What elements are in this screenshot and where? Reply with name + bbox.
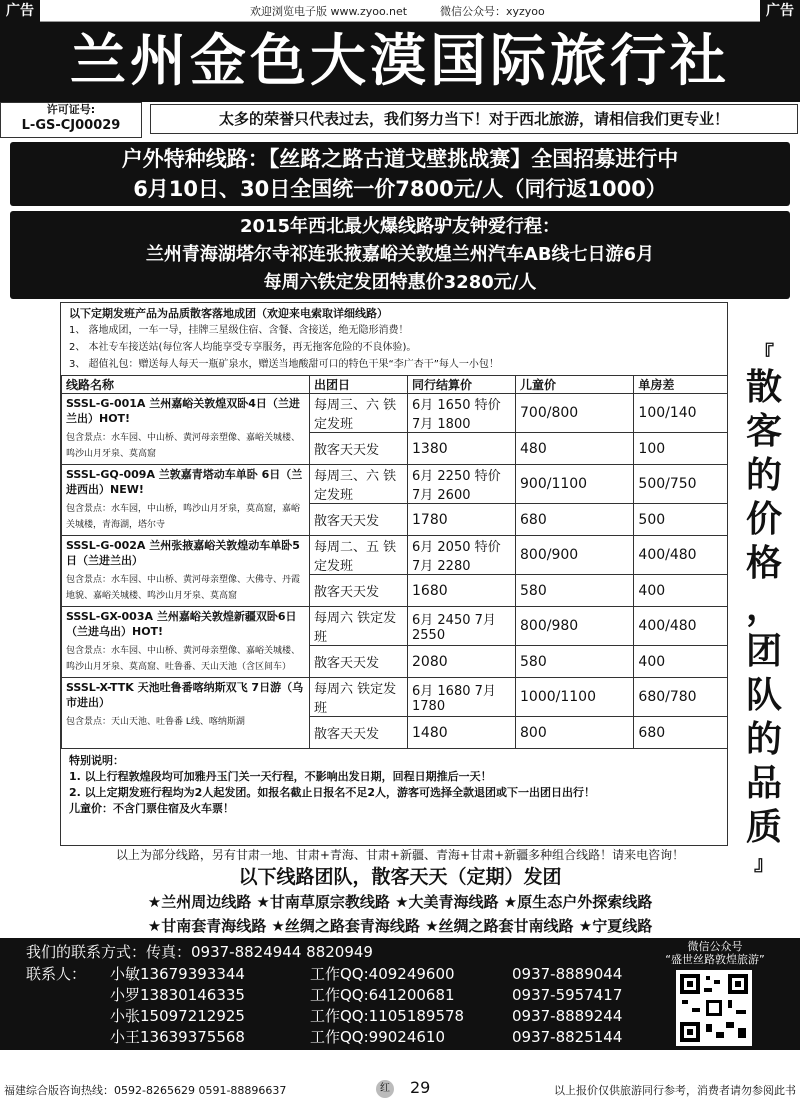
- child-price: 580: [516, 646, 634, 678]
- license-label: 许可证号:: [46, 103, 96, 116]
- intro: [61, 303, 727, 375]
- route-table: [61, 375, 728, 749]
- col-price: 同行结算价: [408, 376, 516, 394]
- ad-tag-left: 广告: [0, 0, 40, 22]
- table-row: [62, 536, 728, 575]
- side-bracket-open: 『: [754, 341, 774, 365]
- single-room-supplement: 100: [634, 433, 728, 465]
- route-title: SSSL-GX-003A 兰州嘉峪关敦煌新疆双卧6日（兰进乌出）HOT!: [66, 610, 297, 638]
- intro-item: 3、 超值礼包：赠送每人每天一瓶矿泉水，赠送当地酸甜可口的特色干果“李广杏干”每人一小包！: [69, 359, 499, 370]
- departure-schedule: 散客天天发: [310, 504, 408, 536]
- contact-qq: 工作QQ:99024610: [310, 1028, 446, 1046]
- single-room-supplement: 680: [634, 717, 728, 749]
- route-name: [62, 536, 310, 607]
- notes: [61, 749, 727, 821]
- page-number: 29: [410, 1078, 431, 1097]
- side-char: 价: [745, 499, 782, 540]
- side-char: 团: [745, 631, 782, 672]
- group-price: 6月 2450 7月 2550: [408, 607, 516, 646]
- table-row: [62, 465, 728, 504]
- route-sights: 包含景点：天山天池、吐鲁番 L线、喀纳斯湖: [66, 717, 245, 727]
- group-price: 6月 1680 7月 1780: [408, 678, 516, 717]
- promo-box-1: [10, 142, 790, 206]
- group-price: 6月 2250 特价 7月 2600: [408, 465, 516, 504]
- departure-schedule: 每周二、五 铁定发班: [310, 536, 408, 575]
- single-room-supplement: 400/480: [634, 607, 728, 646]
- departure-schedule: 每周三、六 铁定发班: [310, 394, 408, 433]
- contact-block: [0, 938, 800, 1050]
- group-price: 1780: [408, 504, 516, 536]
- col-date: 出团日: [310, 376, 408, 394]
- intro-item: 2、 本社专车接送站(每位客人均能享受专享服务，再无拖客危险的不良体验)。: [69, 342, 417, 353]
- wechat-label: [640, 940, 790, 966]
- group-price: 2080: [408, 646, 516, 678]
- child-price: 700/800: [516, 394, 634, 433]
- child-price: 1000/1100: [516, 678, 634, 717]
- section-title: 以下线路团队，散客天天（定期）发团: [238, 866, 562, 888]
- contact-qq: 工作QQ:409249600: [310, 965, 455, 983]
- side-char: 格: [745, 543, 782, 584]
- table-header: [62, 376, 728, 394]
- single-room-supplement: 100/140: [634, 394, 728, 433]
- departure-schedule: 散客天天发: [310, 717, 408, 749]
- child-price: 800/980: [516, 607, 634, 646]
- contact-name: 小张15097212925: [110, 1007, 245, 1025]
- page-badge-icon: 红: [376, 1080, 394, 1098]
- contact-tel: 0937-8889044: [512, 965, 623, 983]
- group-price: 6月 1650 特价 7月 1800: [408, 394, 516, 433]
- col-child: 儿童价: [516, 376, 634, 394]
- departure-schedule: 散客天天发: [310, 433, 408, 465]
- intro-item: 1、 落地成团，一车一导，挂牌三星级住宿、含餐、含接送，绝无隐形消费！: [69, 325, 409, 336]
- child-price: 580: [516, 575, 634, 607]
- side-slogan: [734, 340, 794, 876]
- departure-schedule: 散客天天发: [310, 575, 408, 607]
- promo2-line1: 2015年西北最火爆线路驴友钟爱行程：: [239, 216, 561, 237]
- departure-schedule: 散客天天发: [310, 646, 408, 678]
- single-room-supplement: 500: [634, 504, 728, 536]
- side-char: 队: [745, 675, 782, 716]
- table-row: [62, 678, 728, 717]
- promo2-line3: 每周六铁定发团特惠价3280元/人: [263, 272, 537, 293]
- contact-tel: 0937-8825144: [512, 1028, 623, 1046]
- side-char: 质: [745, 807, 782, 848]
- side-char: 品: [745, 763, 782, 804]
- departure-schedule: 每周六 铁定发班: [310, 678, 408, 717]
- route-sights: 包含景点：水车园，中山桥，鸣沙山月牙泉，莫高窟，嘉峪关城楼，青海湖，塔尔寺: [66, 504, 301, 530]
- route-name: [62, 394, 310, 465]
- side-char: 散: [745, 367, 782, 408]
- single-room-supplement: 400: [634, 575, 728, 607]
- footer-hotline: 福建综合版咨询热线：0592-8265629 0591-88896637: [4, 1084, 287, 1097]
- qr-code-icon: [676, 970, 752, 1046]
- route-sights: 包含景点：水车园、中山桥、黄河母亲塑像、嘉峪关城楼、鸣沙山月牙泉、莫高窟: [66, 433, 301, 459]
- route-panel: [60, 302, 728, 846]
- side-char: 客: [745, 411, 782, 452]
- group-price: 1380: [408, 433, 516, 465]
- single-room-supplement: 400: [634, 646, 728, 678]
- contact-qq: 工作QQ:641200681: [310, 986, 455, 1004]
- ad-tag-right: 广告: [760, 0, 800, 22]
- departure-schedule: 每周三、六 铁定发班: [310, 465, 408, 504]
- col-single: 单房差: [634, 376, 728, 394]
- route-name: [62, 465, 310, 536]
- group-price: 1680: [408, 575, 516, 607]
- side-char: 的: [745, 455, 782, 496]
- intro-head: 以下定期发班产品为品质散客落地成团（欢迎来电索取详细线路）: [69, 307, 388, 320]
- route-title: SSSL-GQ-009A 兰敦嘉青塔动车单卧 6日（兰进西出）NEW!: [66, 468, 303, 496]
- promo-box-2: [10, 211, 790, 299]
- child-price: 800: [516, 717, 634, 749]
- departure-schedule: 每周六 铁定发班: [310, 607, 408, 646]
- notes-head: 特别说明：: [69, 754, 124, 767]
- side-char: ，: [745, 587, 782, 628]
- license-box: [0, 102, 142, 138]
- child-price: 800/900: [516, 536, 634, 575]
- note-item: 儿童价：不含门票住宿及火车票！: [69, 802, 234, 815]
- route-sights: 包含景点：水车园、中山桥、黄河母亲塑像、大佛寺、丹霞地貌、嘉峪关城楼、鸣沙山月牙泉、莫高窟: [66, 575, 301, 601]
- note-item: 1. 以上行程敦煌段均可加雅丹玉门关一天行程，不影响出发日期，回程日期推后一天！: [69, 770, 492, 783]
- route-lines-row: ★兰州周边线路 ★甘南草原宗教线路 ★大美青海线路 ★原生态户外探索线路: [147, 893, 653, 911]
- child-price: 480: [516, 433, 634, 465]
- group-price: 1480: [408, 717, 516, 749]
- promo2-line2: 兰州青海湖塔尔寺祁连张掖嘉峪关敦煌兰州汽车AB线七日游6月: [145, 244, 655, 265]
- table-row: [62, 394, 728, 433]
- agency-title: 兰州金色大漠国际旅行社: [0, 22, 800, 102]
- route-sights: 包含景点：水车园、中山桥、黄河母亲塑像、嘉峪关城楼、鸣沙山月牙泉、莫高窟、吐鲁番、天山天池（含区间车）: [66, 646, 301, 672]
- route-title: SSSL-G-001A 兰州嘉峪关敦煌双卧4日（兰进兰出）HOT!: [66, 397, 300, 425]
- single-room-supplement: 500/750: [634, 465, 728, 504]
- route-lines-row: ★甘南套青海线路 ★丝绸之路套青海线路 ★丝绸之路套甘南线路 ★宁夏线路: [147, 917, 653, 935]
- route-title: SSSL-G-002A 兰州张掖嘉峪关敦煌动车单卧5日（兰进兰出）: [66, 539, 300, 567]
- contact-tel: 0937-5957417: [512, 986, 623, 1004]
- promo1-line1: 户外特种线路：【丝路之路古道戈壁挑战赛】全国招募进行中: [121, 147, 679, 171]
- note-item: 2. 以上定期发班行程均为2人起发团。如报名截止日报名不足2人，游客可选择全款退团或下一出团日出行！: [69, 786, 595, 799]
- group-price: 6月 2050 特价 7月 2280: [408, 536, 516, 575]
- side-char: 的: [745, 719, 782, 760]
- promo1-line2: 6月10日、30日全国统一价7800元/人（同行返1000）: [133, 177, 667, 201]
- child-price: 900/1100: [516, 465, 634, 504]
- wechat-account: “盛世丝路敦煌旅游”: [665, 953, 765, 966]
- contact-name: 小敏13679393344: [110, 965, 245, 983]
- route-name: [62, 678, 310, 749]
- single-room-supplement: 400/480: [634, 536, 728, 575]
- table-row: [62, 607, 728, 646]
- wechat-id: 微信公众号：xyzyoo: [440, 5, 545, 18]
- route-title: SSSL-X-TTK 天池吐鲁番喀纳斯双飞 7日游（乌市进出）: [66, 681, 304, 709]
- contact-head: 我们的联系方式：传真：0937-8824944 8820949: [26, 943, 373, 961]
- contact-name: 小罗13830146335: [110, 986, 245, 1004]
- more-routes-note: 以上为部分线路，另有甘肃一地、甘肃+青海、甘肃+新疆、青海+甘肃+新疆多种组合线路！请来电咨询！: [115, 848, 685, 862]
- side-bracket-close: 』: [754, 851, 774, 875]
- contact-qq: 工作QQ:1105189578: [310, 1007, 465, 1025]
- contact-name: 小王13639375568: [110, 1028, 245, 1046]
- route-lines: [0, 890, 800, 938]
- wechat-title: 微信公众号: [687, 940, 743, 953]
- child-price: 680: [516, 504, 634, 536]
- footer-disclaimer: 以上报价仅供旅游同行参考，消费者请勿参阅此书: [554, 1084, 796, 1097]
- contact-label: 联系人：: [26, 965, 87, 983]
- col-route: 线路名称: [62, 376, 310, 394]
- site-url: 欢迎浏览电子版 www.zyoo.net: [250, 5, 408, 18]
- license-number: L-GS-CJ00029: [21, 118, 121, 133]
- single-room-supplement: 680/780: [634, 678, 728, 717]
- contact-tel: 0937-8889244: [512, 1007, 623, 1025]
- route-name: [62, 607, 310, 678]
- slogan: 太多的荣誉只代表过去，我们努力当下！对于西北旅游，请相信我们更专业！: [150, 104, 798, 134]
